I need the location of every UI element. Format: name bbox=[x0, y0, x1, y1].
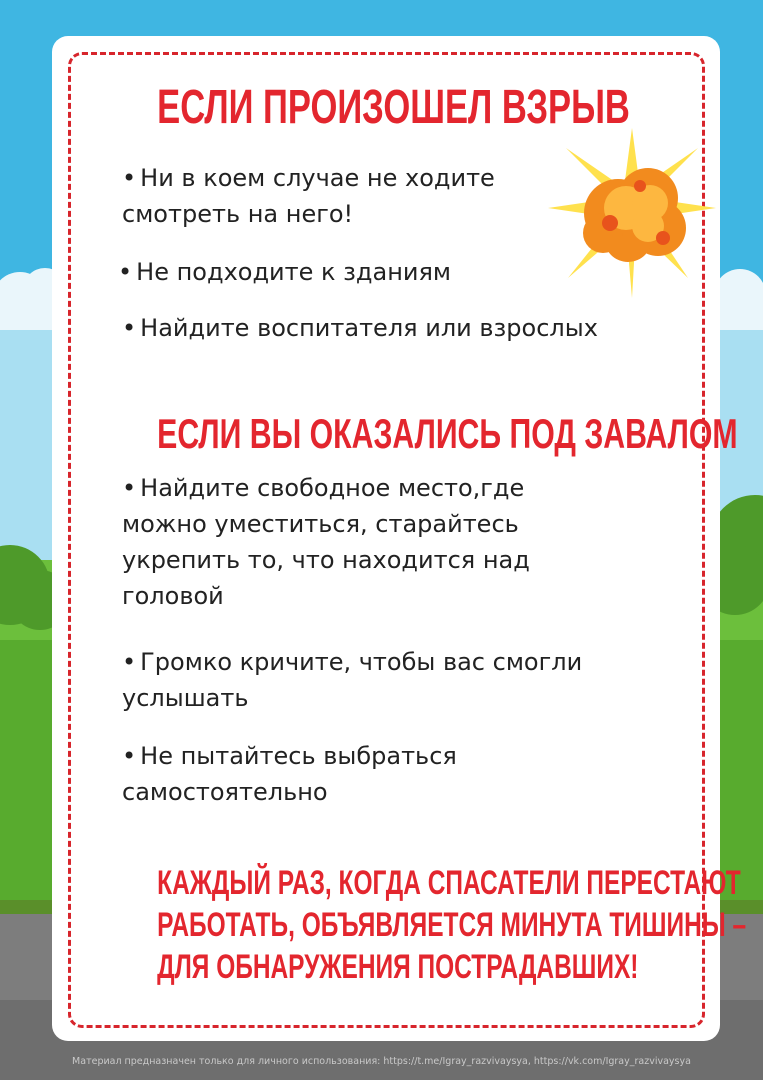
final-note: КАЖДЫЙ РАЗ, КОГДА СПАСАТЕЛИ ПЕРЕСТАЮТ РАБОТАТЬ, ОБЪЯВЛЯЕТСЯ МИНУТА ТИШИНЫ – ДЛЯ ОБНАРУЖЕНИЯ ПОСТРАДАВШИХ! bbox=[157, 864, 747, 986]
bullet: • bbox=[122, 164, 137, 192]
list-item: • Не пытайтесь выбраться самостоятельно bbox=[122, 742, 457, 806]
explosion-icon bbox=[548, 128, 716, 298]
bullet: • bbox=[122, 474, 137, 502]
footer-disclaimer: Материал предназначен только для личного использования: https://t.me/Igray_razvivaysya, https://vk.com/Igray_razvivaysya bbox=[72, 1056, 691, 1067]
heading-explosion: ЕСЛИ ПРОИЗОШЕЛ ВЗРЫВ bbox=[157, 81, 630, 134]
bullet: • bbox=[122, 648, 137, 676]
bullet: • bbox=[118, 258, 133, 286]
bullet: • bbox=[122, 742, 137, 770]
bullet: • bbox=[122, 314, 137, 342]
list-item: • Громко кричите, чтобы вас смогли услышать bbox=[122, 648, 583, 712]
heading-rubble: ЕСЛИ ВЫ ОКАЗАЛИСЬ ПОД ЗАВАЛОМ bbox=[157, 410, 738, 457]
list-item: • Ни в коем случае не ходите смотреть на него! bbox=[122, 164, 495, 228]
list-item: • Найдите свободное место,где можно уместиться, старайтесь укрепить то, что находится над головой bbox=[122, 474, 530, 610]
list-item: • Не подходите к зданиям bbox=[118, 258, 452, 286]
list-item: • Найдите воспитателя или взрослых bbox=[122, 314, 598, 342]
